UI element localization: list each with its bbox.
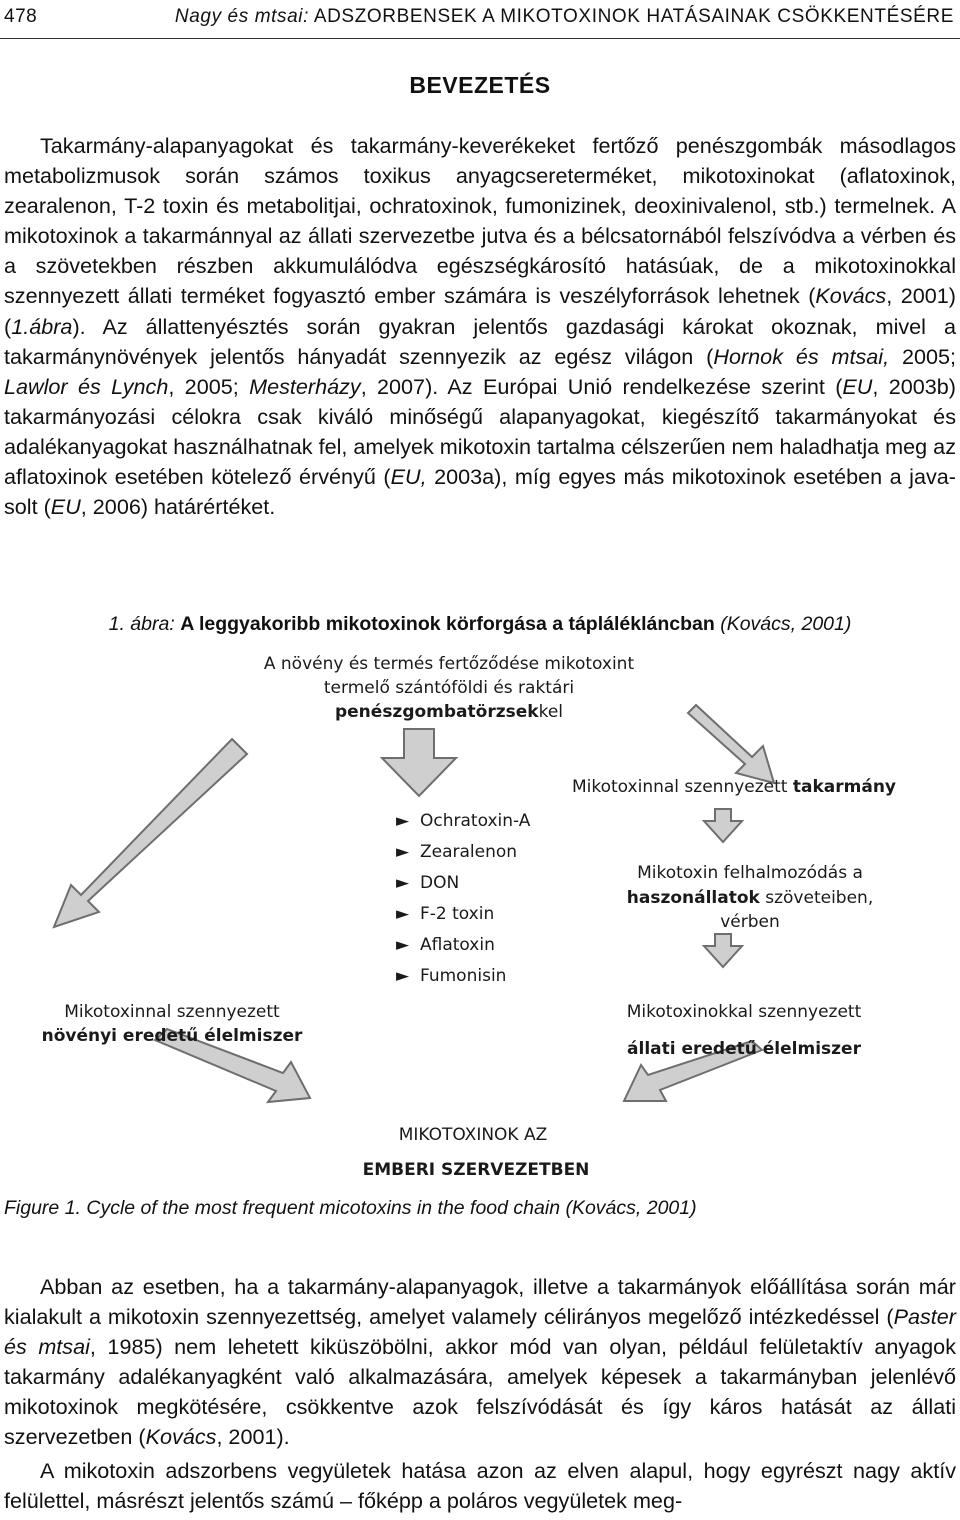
plant-food-line2: növényi eredetű élelmiszer xyxy=(41,1026,303,1046)
running-authors: Nagy és mtsai: xyxy=(174,6,309,27)
text-run: ). Az állattenyésztés során gyakran jelentős gazdasági károkat okoznak, mivel a takarmánynövények jelentős hányadát szennyezik az egész világon ( xyxy=(4,313,956,369)
section-title: BEVEZETÉS xyxy=(409,72,551,98)
paragraph-intro xyxy=(4,131,956,522)
human-box-line2: EMBERI SZERVEZETBEN xyxy=(362,1160,590,1180)
plant-food-line1: Mikotoxinnal szennyezett xyxy=(64,1002,280,1022)
citation-italic: EU xyxy=(50,494,81,520)
arrow-to-toxin-list xyxy=(382,729,456,796)
toxin-item: Fumonisin xyxy=(420,966,507,986)
text-run: A mikotoxin adszorbens vegyületek hatása azon az elven alapul, hogy egyrészt nagy aktív felülettel, másrészt jelentős számú – főképp a poláros vegyületek meg- xyxy=(4,1458,956,1514)
top-box-line2: termelő szántóföldi és raktári xyxy=(323,678,575,698)
accumulation-line3: vérben xyxy=(720,912,780,932)
text-run: 2005; xyxy=(889,343,956,369)
top-box-line1: A növény és termés fertőződése mikotoxint xyxy=(263,654,635,674)
text-run: Takarmány-alapanyagokat és takarmány-keverékeket fertőző penészgombák másodlagos metabolizmusok során számos toxikus anyagcsereterméket, mikotoxinokat (aflatoxinok, zearalenon, T-2 toxin és metabolitjai, ochratoxinok, fumonizinek, deoxinivalenol, stb.) termelnek. A mikotoxinok a takarmánnyal az állati szervezetbe jutva és a bélcsatornából felszívódva a vérben és a szövetekben részben akkumulálódva egészségkárosító hatásúak, de a mikotoxinokkal szennyezett állati terméket fogyasztó ember számára is veszélyforrások lehetnek ( xyxy=(4,133,956,309)
toxin-item: DON xyxy=(420,873,460,893)
citation-italic: EU, xyxy=(390,464,427,490)
figure-title: A leggyakoribb mikotoxinok körforgása a táplálékláncban xyxy=(180,613,715,635)
top-box-line3 xyxy=(335,702,563,722)
animal-food-line1: Mikotoxinokkal szennyezett xyxy=(626,1002,862,1022)
animal-food-line2: állati eredetű élelmiszer xyxy=(627,1039,861,1059)
bullet-arrow-icon: ► xyxy=(396,966,410,986)
toxin-item: F-2 toxin xyxy=(420,904,495,924)
human-box-line1: MIKOTOXINOK AZ xyxy=(398,1125,548,1145)
toxin-item: Aflatoxin xyxy=(420,935,495,955)
figure-label: 1. ábra: xyxy=(108,613,175,635)
citation-italic: Paster és mtsai xyxy=(4,1304,956,1360)
figure-caption-hungarian xyxy=(0,613,960,636)
text-run: , 2003b) takarmányozási célokra csak kiváló minőségű alapanyagokat, kiegészítő takarmányokat és adalékanyagokat használhatnak fel, amelyek mikotoxin tartalma célszerűen nem haladhatja meg az aflatoxinok esetében kötelező érvényű ( xyxy=(4,373,956,490)
bullet-arrow-icon: ► xyxy=(396,935,410,955)
bullet-arrow-icon: ► xyxy=(396,873,410,893)
mycotoxin-cycle-diagram xyxy=(0,645,960,1190)
arrow-to-feed xyxy=(688,705,774,783)
text-run: 2003a), míg egyes más mikotoxinok esetében a javasolt ( xyxy=(4,464,956,520)
text-run: , 2005; xyxy=(168,373,250,399)
toxin-item: Zearalenon xyxy=(420,842,518,862)
arrow-feed-to-animals xyxy=(704,809,742,842)
paragraph-adsorbents xyxy=(4,1272,956,1453)
arrow-animals-to-food xyxy=(704,934,742,967)
figure-citation: (Kovács, 2001) xyxy=(720,613,852,635)
figure-caption-english: Figure 1. Cycle of the most frequent micotoxins in the food chain (Kovács, 2001) xyxy=(4,1197,697,1219)
text-run: , 2001). xyxy=(216,1424,290,1450)
citation-italic: Mesterházy xyxy=(249,373,361,399)
text-run: , 2006) határértéket. xyxy=(80,494,276,520)
text-run: , 1985) nem lehetett kiküszöbölni, akkor mód van olyan, például felületaktív anyagok takarmány adalékanyagként való alkalmazására, amelyek képesek a takarmányban jelenlévő mikotoxinok megkötésére, csökkentve azok felszívódását és így káros hatását az állati szervezetben ( xyxy=(4,1334,956,1450)
running-title xyxy=(175,6,954,28)
top-box-fungi: penészgombatörzsek xyxy=(334,702,539,722)
citation-italic: EU xyxy=(842,373,873,399)
text-run: Abban az esetben, ha a takarmány-alapanyagok, illetve a takarmányok előállítása során már kialakult a mikotoxin szennyezettség, amelyet valamely célirányos megelőző intézkedéssel ( xyxy=(4,1274,956,1330)
toxin-list xyxy=(396,811,531,986)
paragraph-mechanism xyxy=(4,1456,956,1516)
accumulation-line1: Mikotoxin felhalmozódás a xyxy=(637,863,863,883)
citation-italic: Hornok és mtsai, xyxy=(713,343,890,369)
citation-italic: Lawlor és Lynch xyxy=(4,373,169,399)
running-header xyxy=(0,0,960,39)
toxin-item: Ochratoxin-A xyxy=(420,811,531,831)
text-run: , 2001) ( xyxy=(4,283,956,339)
arrow-to-plant-food xyxy=(54,739,247,927)
citation-italic: Kovács xyxy=(145,1424,217,1450)
accumulation-animals: haszonállatok xyxy=(626,888,760,908)
citation-italic: Kovács xyxy=(815,283,887,309)
citation-italic: 1.ábra xyxy=(11,313,73,339)
text-run: , 2007). Az Európai Unió rendelkezése szerint ( xyxy=(360,373,843,399)
bullet-arrow-icon: ► xyxy=(396,842,410,862)
bullet-arrow-icon: ► xyxy=(396,904,410,924)
top-box-suffix: kel xyxy=(538,702,564,722)
bullet-arrow-icon: ► xyxy=(396,811,410,831)
running-article-title: ADSZORBENSEK A MIKOTOXINOK HATÁSAINAK CSÖKKENTÉSÉRE xyxy=(313,6,954,27)
feed-box xyxy=(572,777,896,797)
accumulation-tissues: szöveteiben, xyxy=(759,888,874,908)
page-number: 478 xyxy=(4,6,38,27)
accumulation-line2 xyxy=(627,888,873,908)
feed-box-text: Mikotoxinnal szennyezett xyxy=(571,777,793,797)
feed-box-bold: takarmány xyxy=(792,777,897,797)
